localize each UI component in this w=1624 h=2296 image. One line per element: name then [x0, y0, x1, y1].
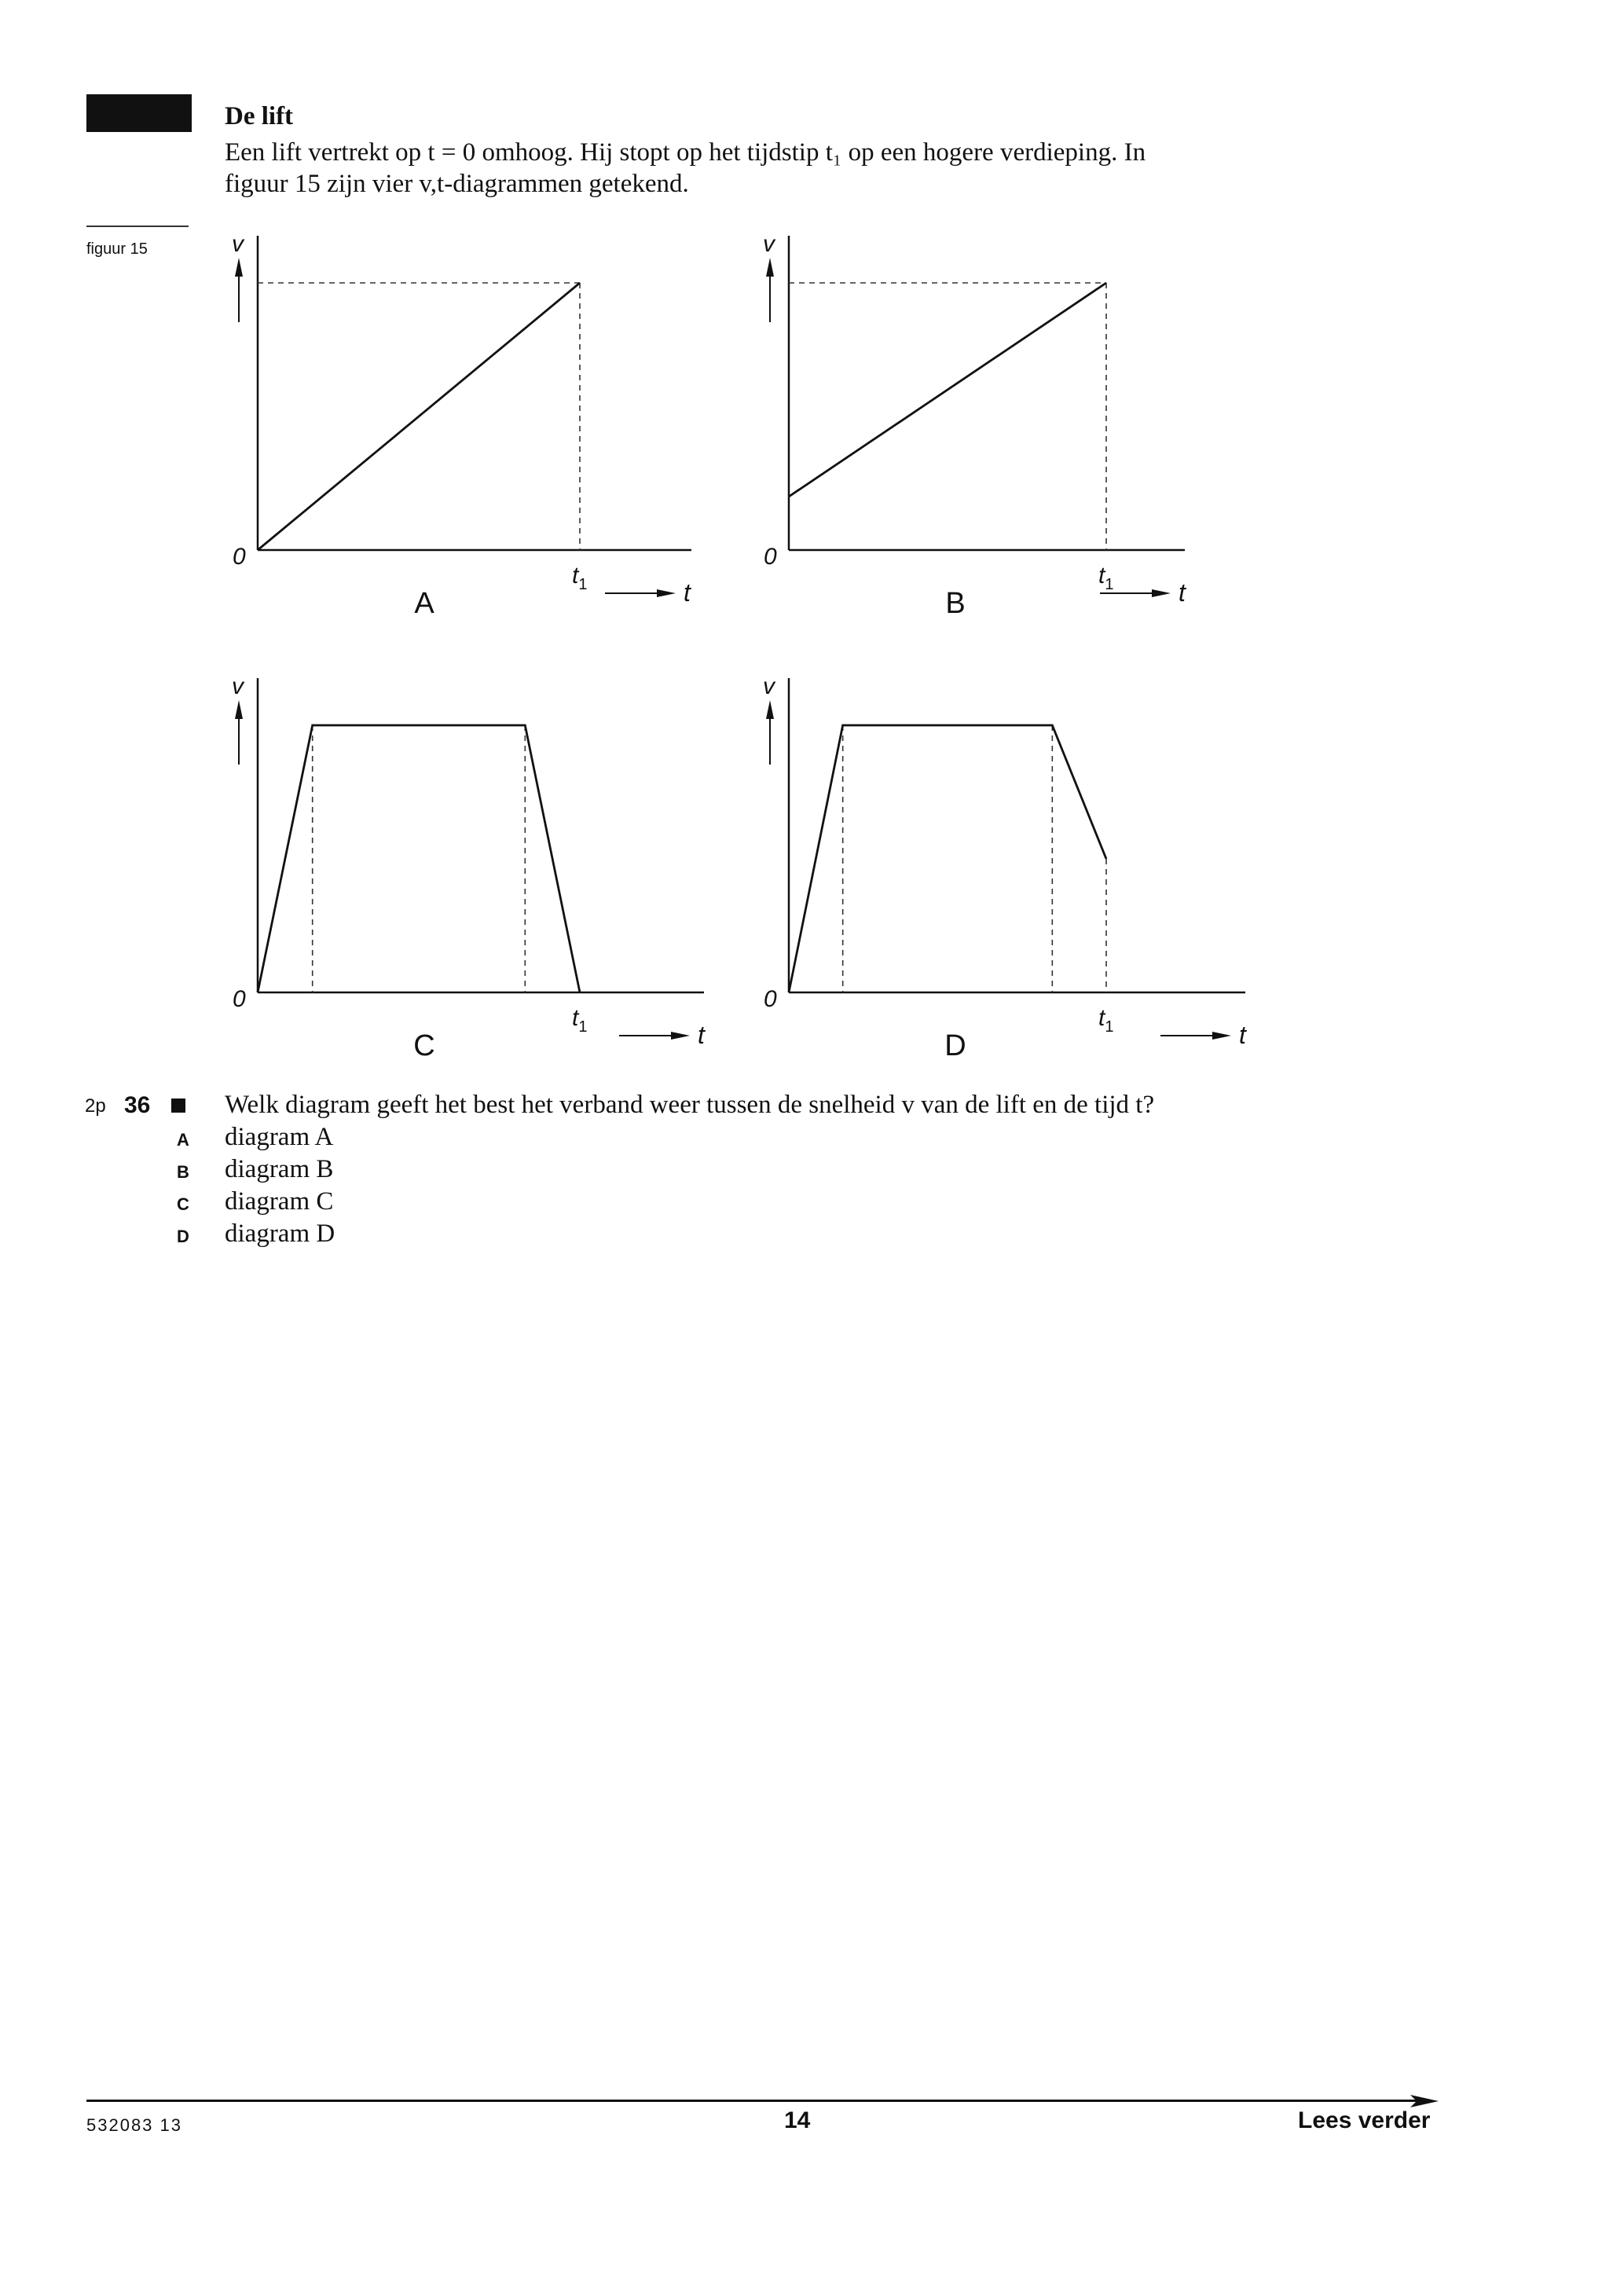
diagram-d-v-label: v — [763, 673, 775, 699]
footer-rule — [86, 2100, 1422, 2102]
diagram-c-t-label: t — [698, 1021, 705, 1049]
diagram-b-t1-label: $t_1$ — [1098, 563, 1114, 593]
diagram-d-t-arrow-icon — [1212, 1032, 1231, 1040]
diagram-a-t1-subscript: 1 — [578, 576, 588, 593]
figure-15-diagrams — [0, 0, 1624, 1100]
diagram-a-origin-label: 0 — [233, 544, 246, 570]
diagram-d-t-label: t — [1239, 1021, 1246, 1049]
intro-line-2: figuur 15 zijn vier v,t-diagrammen getekend. — [225, 170, 689, 198]
diagram-c-speed-line — [258, 725, 580, 992]
question-number: 36 — [124, 1092, 151, 1118]
diagram-b-v-label: v — [763, 231, 775, 257]
option-letter-d: D — [177, 1227, 189, 1246]
diagram-c-v-label: v — [232, 673, 244, 699]
diagram-b-t-label: t — [1179, 578, 1186, 607]
diagram-a-v-arrow-icon — [235, 258, 243, 277]
diagram-c-letter: C — [413, 1029, 435, 1062]
diagram-c-t-arrow-icon — [671, 1032, 690, 1040]
footer-continue-text: Lees verder — [1298, 2107, 1431, 2133]
section-title: De lift — [225, 102, 294, 130]
intro-line-1: Een lift vertrekt op t = 0 omhoog. Hij stopt op het tijdstip t₁ op een hogere verdieping. In — [225, 138, 1146, 167]
diagram-a-t-arrow-icon — [657, 589, 676, 597]
diagram-a-v-label: v — [232, 231, 244, 257]
diagram-d-t1-subscript: 1 — [1105, 1018, 1114, 1036]
footer-page-number: 14 — [784, 2107, 811, 2133]
diagram-b-letter: B — [945, 587, 966, 620]
diagram-d-letter: D — [944, 1029, 966, 1062]
diagram-b-origin-label: 0 — [764, 544, 777, 570]
question-text: Welk diagram geeft het best het verband weer tussen de snelheid v van de lift en de tijd t? — [225, 1091, 1155, 1119]
figure-label: figuur 15 — [86, 240, 148, 258]
diagram-c-v-arrow-icon — [235, 700, 243, 719]
diagram-d-speed-line — [789, 725, 1106, 992]
diagram-d-v-arrow-icon — [766, 700, 774, 719]
option-letter-c: C — [177, 1194, 189, 1214]
diagram-d-t1-label: $t_1$ — [1098, 1005, 1114, 1036]
diagram-b-t-arrow-icon — [1152, 589, 1171, 597]
option-letter-a: A — [177, 1130, 189, 1150]
diagram-c-t1-subscript: 1 — [578, 1018, 588, 1036]
diagram-b-t1-subscript: 1 — [1105, 576, 1114, 593]
diagram-a-letter: A — [414, 587, 434, 620]
question-marker-square — [171, 1098, 185, 1113]
option-letter-b: B — [177, 1162, 189, 1182]
diagram-c-t1-label: $t_1$ — [572, 1005, 588, 1036]
footer-exam-code: 532083 13 — [86, 2115, 182, 2135]
diagram-d-origin-label: 0 — [764, 986, 777, 1012]
diagram-b-v-arrow-icon — [766, 258, 774, 277]
option-text-d: diagram D — [225, 1220, 335, 1248]
option-text-b: diagram B — [225, 1155, 334, 1183]
diagram-a-t1-label: $t_1$ — [572, 563, 588, 593]
option-text-a: diagram A — [225, 1123, 334, 1151]
diagram-a-speed-line — [258, 283, 580, 550]
diagram-c-origin-label: 0 — [233, 986, 246, 1012]
diagram-b-speed-line — [789, 283, 1106, 497]
question-points: 2p — [85, 1095, 106, 1117]
diagram-a-t-label: t — [684, 578, 691, 607]
option-text-c: diagram C — [225, 1187, 334, 1216]
